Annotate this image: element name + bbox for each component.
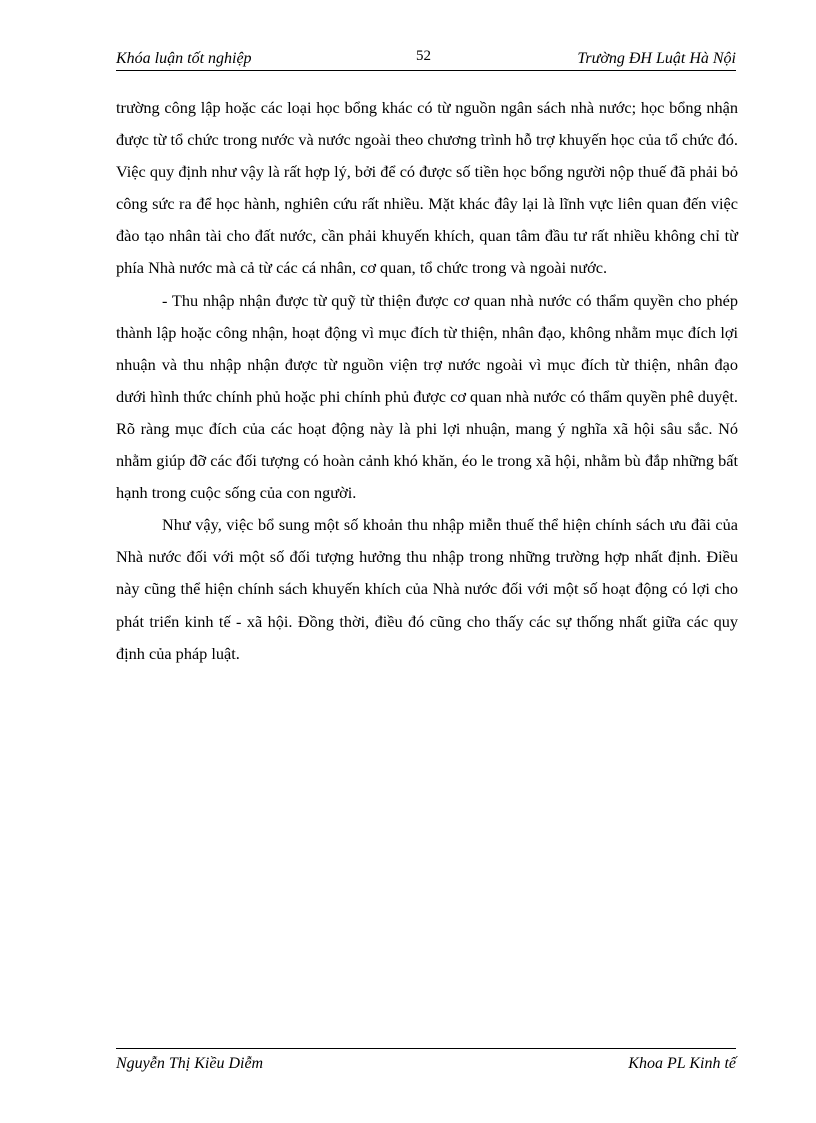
footer-faculty: Khoa PL Kinh tế xyxy=(628,1055,736,1072)
page-footer xyxy=(116,1048,736,1079)
paragraph-conclusion: Như vậy, việc bổ sung một số khoản thu nhập miễn thuế thể hiện chính sách ưu đãi của Nhà nước đối với một số đối tượng hưởng thu nhập trong những trường hợp nhất định. Điều này cũng thể hiện chính sách khuyến khích của Nhà nước đối với một số hoạt động có lợi cho phát triển kinh tế - xã hội. Đồng thời, điều đó cũng cho thấy các sự thống nhất giữa các quy định của pháp luật. xyxy=(116,515,738,663)
paragraph-charity-income: - Thu nhập nhận được từ quỹ từ thiện được cơ quan nhà nước có thẩm quyền cho phép thành lập hoặc công nhận, hoạt động vì mục đích từ thiện, nhân đạo, không nhằm mục đích lợi nhuận và thu nhập nhận được từ nguồn viện trợ nước ngoài vì mục đích từ thiện, nhân đạo dưới hình thức chính phủ hoặc phi chính phủ được cơ quan nhà nước có thẩm quyền phê duyệt. Rõ ràng mục đích của các hoạt động này là phi lợi nhuận, mang ý nghĩa xã hội sâu sắc. Nó nhằm giúp đỡ các đối tượng có hoàn cảnh khó khăn, éo le trong xã hội, nhằm bù đắp những bất hạnh trong cuộc sống của con người. xyxy=(116,290,738,503)
page-number: 52 xyxy=(416,48,431,64)
document-body xyxy=(116,92,738,670)
header-university: Trường ĐH Luật Hà Nội xyxy=(577,50,736,67)
footer-author: Nguyễn Thị Kiều Diễm xyxy=(116,1055,264,1072)
header-thesis-title: Khóa luận tốt nghiệp xyxy=(116,50,252,67)
paragraph-scholarship: trường công lập hoặc các loại học bổng khác có từ nguồn ngân sách nhà nước; học bổng nhận được từ tổ chức trong nước và nước ngoài theo chương trình hỗ trợ khuyến học của tổ chức đó. Việc quy định như vậy là rất hợp lý, bởi để có được số tiền học bổng người nộp thuế đã phải bỏ công sức ra để học hành, nghiên cứu rất nhiều. Mặt khác đây lại là lĩnh vực liên quan đến việc đào tạo nhân tài cho đất nước, cần phải khuyến khích, quan tâm đầu tư rất nhiều không chỉ từ phía Nhà nước mà cả từ các cá nhân, cơ quan, tổ chức trong và ngoài nước. xyxy=(116,98,738,278)
page-header xyxy=(116,48,736,71)
